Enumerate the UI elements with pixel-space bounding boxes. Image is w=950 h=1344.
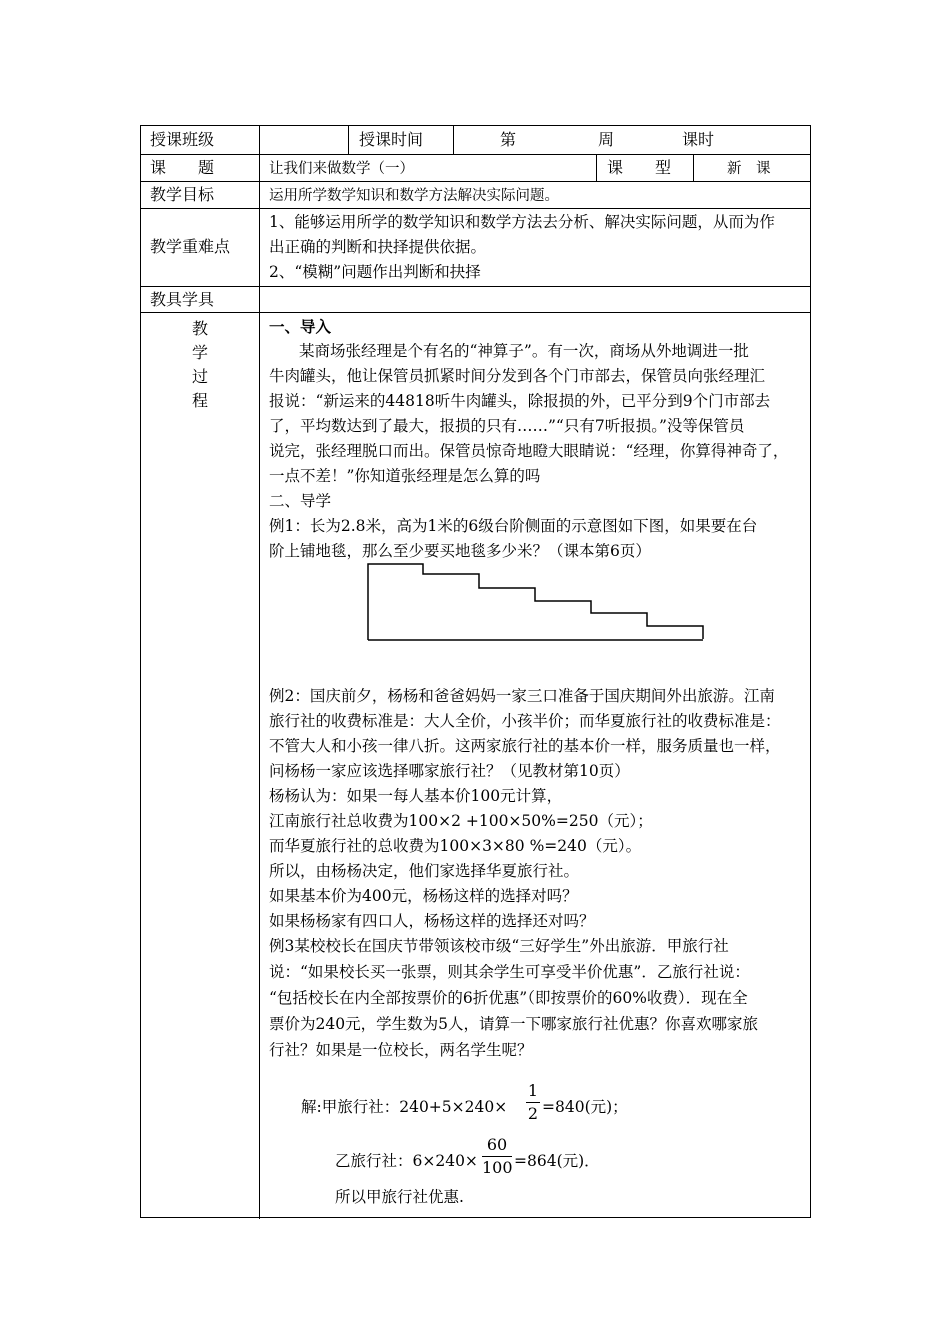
fraction-bar: [526, 1102, 540, 1103]
ex2-line: 杨杨认为：如果一每人基本价100元计算，: [269, 787, 563, 805]
ex3-line: 票价为240元，学生数为5人，请算一下哪家旅行社优惠？你喜欢哪家旅: [269, 1015, 758, 1033]
type-label: 课 型: [607, 158, 672, 177]
class-label: 授课班级: [150, 130, 215, 149]
intro-line: 一点不差！”你知道张经理是怎么算的吗: [269, 467, 541, 485]
row-divider: [141, 154, 810, 155]
ex2-line: 而华夏旅行社的总收费为100×3×80 %=240（元）。: [269, 837, 642, 855]
ex2-line: 问杨杨一家应该选择哪家旅行社？（见教材第10页）: [269, 762, 630, 780]
ex1-line: 例1：长为2.8米，高为1米的6级台阶侧面的示意图如下图，如果要在台: [269, 517, 758, 535]
week-prefix: 第: [500, 130, 517, 149]
solution-1-prefix: 解:甲旅行社：240+5×240×: [301, 1098, 508, 1116]
intro-line: 了，平均数达到了最大，报损的只有……”“只有7听报损。”没等保管员: [269, 417, 745, 435]
solution-2-prefix: 乙旅行社：6×240×: [335, 1152, 478, 1170]
solution-1-suffix: =840(元)；: [542, 1098, 628, 1116]
fraction-numerator: 1: [527, 1081, 539, 1100]
fraction-denominator: 2: [527, 1104, 539, 1123]
col-divider: [596, 154, 597, 181]
ex2-line: 江南旅行社总收费为100×2 +100×50%=250（元）；: [269, 812, 653, 830]
ex3-line: 例3某校校长在国庆节带领该校市级“三好学生”外出旅游．甲旅行社: [269, 937, 729, 955]
col-divider: [348, 126, 349, 154]
period-label: 课时: [682, 130, 715, 149]
solution-2-suffix: =864(元)．: [514, 1152, 600, 1170]
ex2-line: 旅行社的收费标准是：大人全价，小孩半价；而华夏旅行社的收费标准是：: [269, 712, 781, 730]
ex2-line: 不管大人和小孩一律八折。这两家旅行社的基本价一样，服务质量也一样，: [269, 737, 781, 755]
time-label: 授课时间: [359, 130, 424, 149]
topic-value: 让我们来做数学（一）: [269, 161, 414, 177]
tools-label: 教具学具: [150, 290, 215, 309]
intro-heading: 一、导入: [269, 317, 332, 336]
row-divider: [141, 312, 810, 313]
key-line: 1、能够运用所学的数学知识和数学方法去分析、解决实际问题，从而为作: [269, 213, 775, 231]
fraction-one-half: [526, 1081, 540, 1124]
guide-heading: 二、导学: [269, 492, 332, 510]
topic-label: 课 题: [150, 158, 215, 177]
col-divider: [453, 126, 454, 154]
ex2-line: 如果杨杨家有四口人，杨杨这样的选择还对吗？: [269, 912, 595, 930]
fraction-numerator: 60: [486, 1135, 508, 1154]
row-divider: [141, 208, 810, 209]
ex2-line: 如果基本价为400元，杨杨这样的选择对吗？: [269, 887, 578, 905]
col-divider: [259, 126, 260, 1219]
ex2-line: 例2：国庆前夕，杨杨和爸爸妈妈一家三口准备于国庆期间外出旅游。江南: [269, 687, 775, 705]
process-label-char: 教: [192, 319, 209, 338]
ex3-line: 说：“如果校长买一张票，则其余学生可享受半价优惠”．乙旅行社说：: [269, 963, 750, 981]
objective-label: 教学目标: [150, 185, 215, 204]
key-line: 出正确的判断和抉择提供依据。: [269, 238, 487, 256]
row-divider: [141, 181, 810, 182]
col-divider: [693, 154, 694, 181]
objective-value: 运用所学数学知识和数学方法解决实际问题。: [269, 188, 559, 204]
intro-line: 报说：“新运来的44818听牛肉罐头，除报损的外，已平分到9个门市部去: [269, 392, 771, 410]
ex3-line: “包括校长在内全部按票价的6折优惠”（即按票价的60%收费）．现在全: [269, 989, 748, 1007]
process-label-char: 程: [192, 391, 209, 410]
week-suffix: 周: [598, 130, 615, 149]
ex2-line: 所以，由杨杨决定，他们家选择华夏旅行社。: [269, 862, 580, 880]
process-label-char: 过: [192, 367, 209, 386]
row-divider: [141, 286, 810, 287]
ex3-line: 行社？如果是一位校长，两名学生呢？: [269, 1041, 533, 1059]
conclusion: 所以甲旅行社优惠.: [335, 1188, 464, 1206]
ex1-line: 阶上铺地毯，那么至少要买地毯多少米？（课本第6页）: [269, 542, 651, 560]
lesson-plan-table: [140, 125, 811, 1218]
intro-line: 说完，张经理脱口而出。保管员惊奇地瞪大眼睛说：“经理，你算得神奇了，: [269, 442, 789, 460]
stair-diagram: [363, 560, 709, 644]
type-value: 新 课: [727, 161, 771, 177]
key-points-label: 教学重难点: [150, 237, 231, 256]
fraction-denominator: 100: [482, 1158, 513, 1177]
process-label-char: 学: [192, 343, 209, 362]
fraction-bar: [482, 1156, 512, 1157]
key-line: 2、“模糊”问题作出判断和抉择: [269, 263, 481, 281]
intro-line: 某商场张经理是个有名的“神算子”。有一次，商场从外地调进一批: [299, 342, 749, 360]
intro-line: 牛肉罐头，他让保管员抓紧时间分发到各个门市部去，保管员向张经理汇: [269, 367, 766, 385]
fraction-sixty-hundredths: [482, 1135, 512, 1178]
